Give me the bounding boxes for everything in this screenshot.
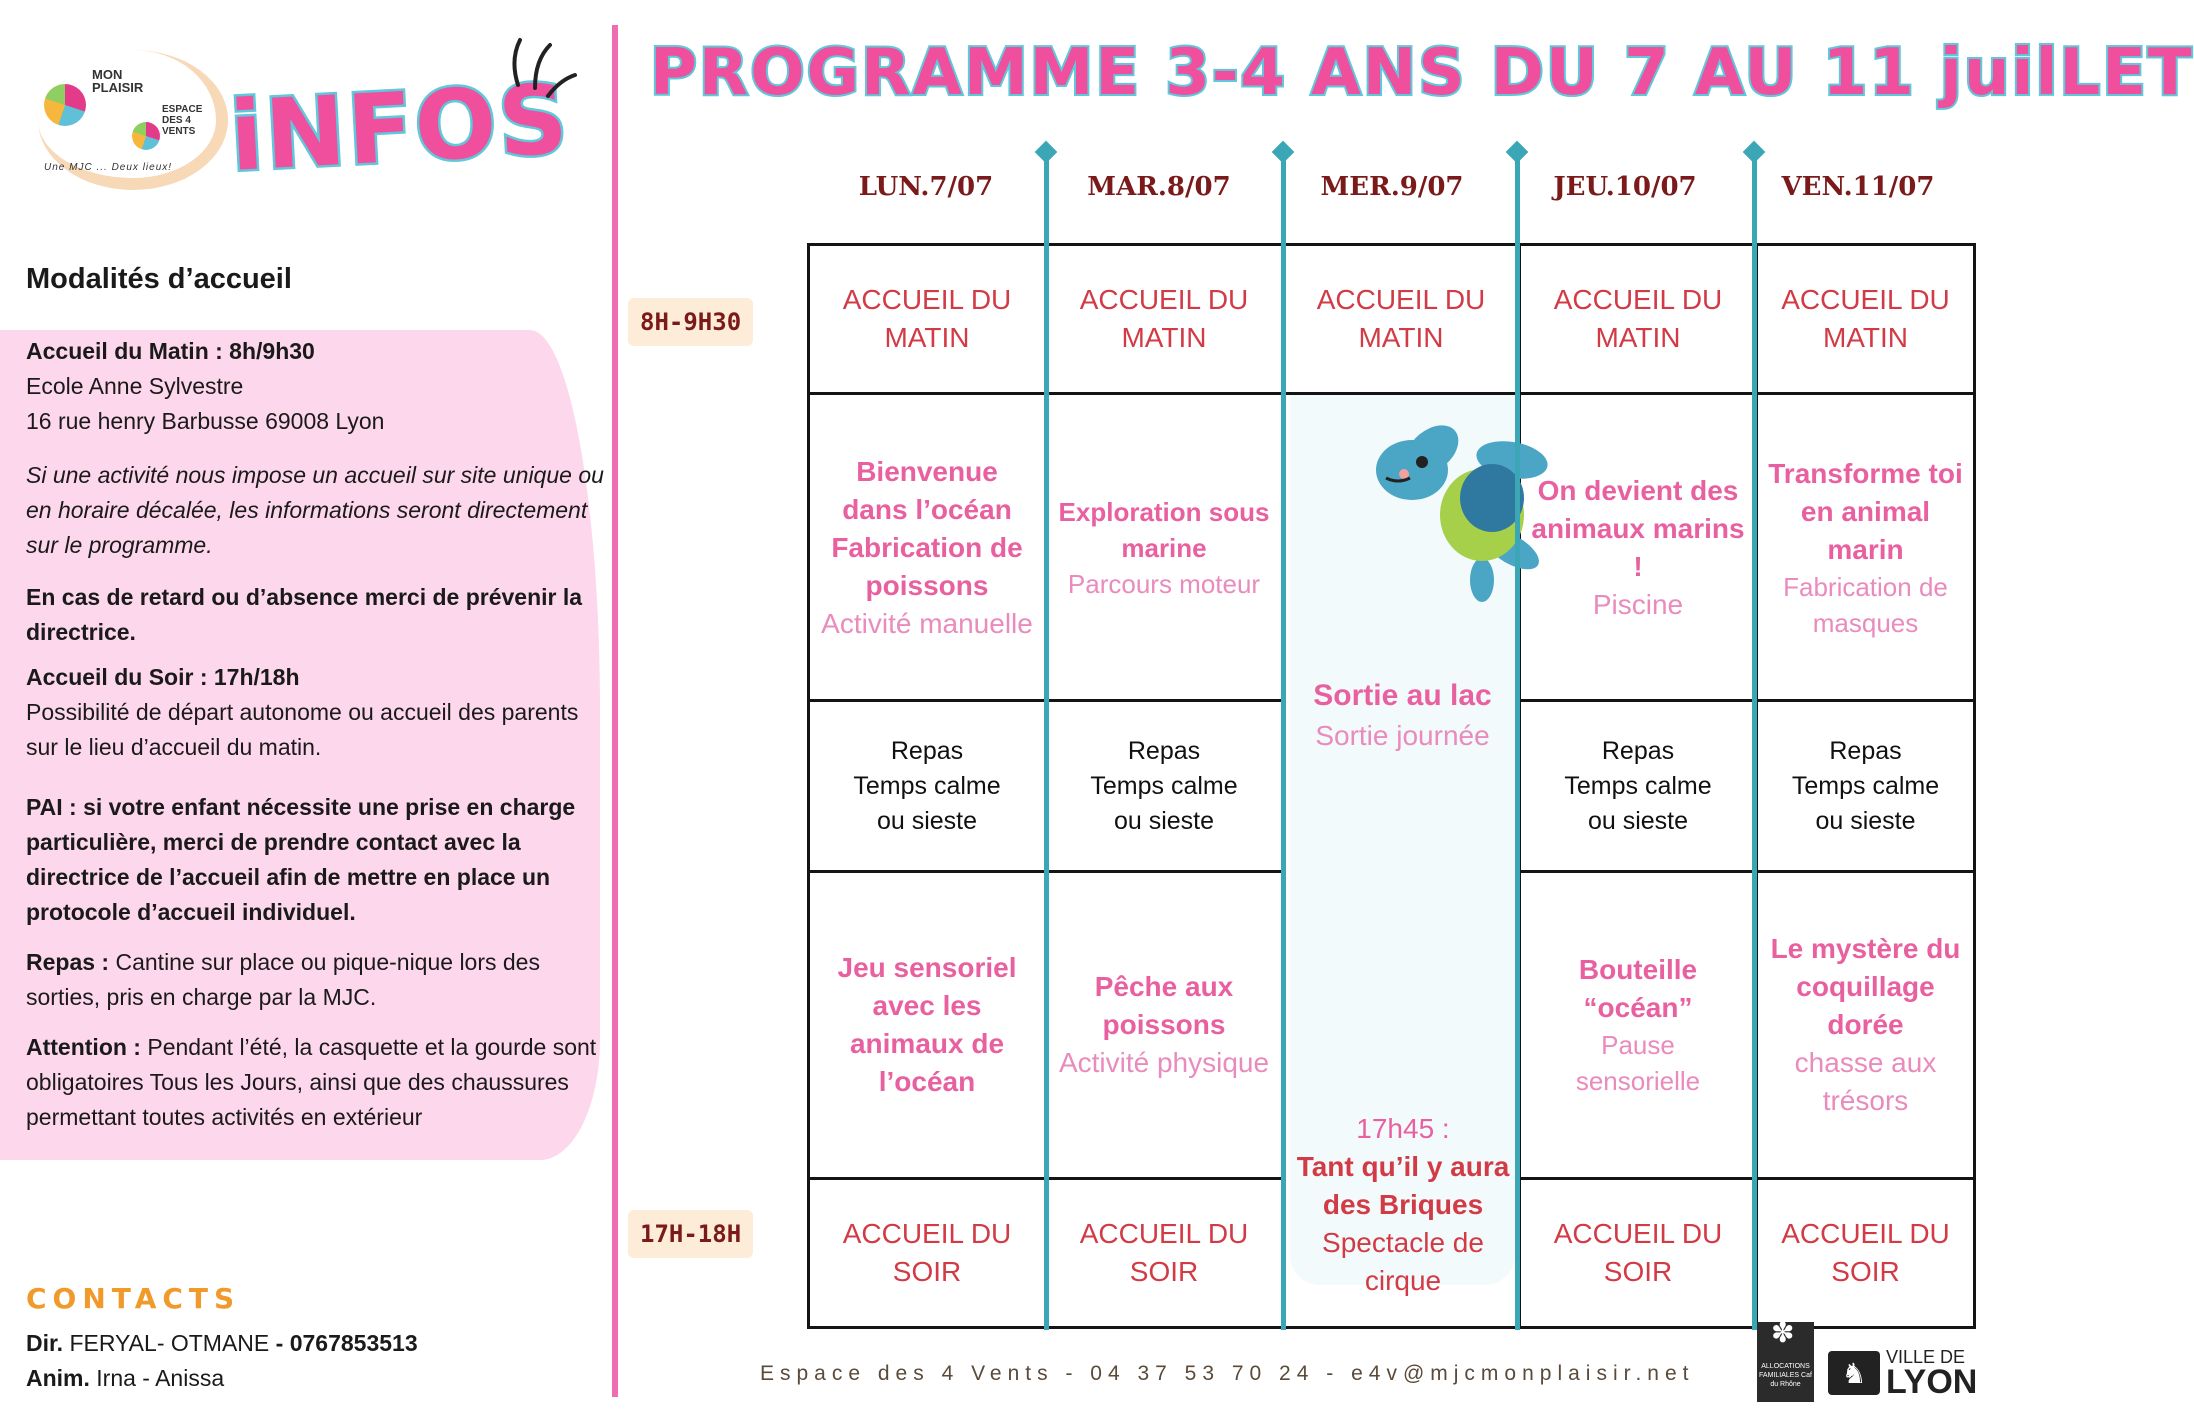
morning-activity-tue: Exploration sous marine Parcours moteur [1058, 497, 1270, 599]
day-header-fri: VEN.11/07 [1781, 172, 1935, 202]
column-marker-1 [1035, 141, 1058, 164]
footer-contact: Espace des 4 Vents - 04 37 53 70 24 - e4v@mjcmonplaisir.net [760, 1362, 1695, 1385]
repas-note: Repas : Cantine sur place ou pique-nique lors des sorties, pris en charge par la MJC. [26, 949, 540, 1010]
accueil-soir-fri: ACCUEIL DU SOIR [1781, 1218, 1950, 1287]
contacts-list: Dir. FERYAL- OTMANE - 0767853513 Anim. Irna - Anissa [26, 1330, 418, 1391]
lion-icon: ♞ [1828, 1351, 1880, 1395]
contacts-title: CONTACTS [26, 1282, 241, 1315]
morning-activity-thu: On devient des animaux marins ! Piscine [1531, 475, 1745, 620]
column-line-1 [1044, 150, 1049, 1330]
wednesday-evening-show: 17h45 : Tant qu’il y aura des Briques Spectacle de cirque [1296, 1113, 1510, 1296]
accueil-soir-mon: ACCUEIL DU SOIR [842, 1218, 1012, 1287]
afternoon-activity-thu: Bouteille “océan” Pause sensorielle [1575, 954, 1701, 1096]
afternoon-activity-mon: Jeu sensoriel avec les animaux de l’océan [837, 952, 1017, 1097]
mjc-logo: MON PLAISIR ESPACE DES 4 VENTS Une MJC ... Deux lieux! [30, 40, 230, 175]
pai-note: PAI : si votre enfant nécessite une prise en charge particulière, merci de prendre contact avec la directrice de l’accueil afin de mettre en place un protocole d’accueil individuel. [26, 794, 576, 925]
column-line-4 [1752, 150, 1757, 1330]
repas-fri: Repas Temps calme ou sieste [1791, 736, 1940, 835]
accueil-matin-wed: ACCUEIL DU MATIN [1316, 284, 1486, 353]
ville-de-lyon-logo: ♞ VILLE DE LYON [1828, 1348, 1977, 1398]
day-header-tue: MAR.8/07 [1087, 172, 1231, 202]
infos-title: iNFOS [227, 63, 573, 193]
accueil-soir-tue: ACCUEIL DU SOIR [1079, 1218, 1249, 1287]
day-header-wed: MER.9/07 [1320, 172, 1464, 202]
attention-note: Attention : Pendant l’été, la casquette et la gourde sont obligatoires Tous les Jours, ainsi que des chaussures permettant toutes activités en extérieur [26, 1034, 597, 1130]
caf-emblem-icon: ✽ [1771, 1317, 1795, 1348]
activity-note: Si une activité nous impose un accueil sur site unique ou en horaire décalée, les informations seront directement sur le programme. [26, 462, 604, 558]
accueil-matin-tue: ACCUEIL DU MATIN [1079, 284, 1249, 353]
sparkle-icon [500, 30, 580, 110]
column-line-3 [1515, 150, 1520, 1330]
repas-thu: Repas Temps calme ou sieste [1564, 736, 1712, 835]
accueil-matin-fri: ACCUEIL DU MATIN [1781, 284, 1950, 353]
column-line-2 [1281, 150, 1286, 1330]
afternoon-activity-tue: Pêche aux poissons Activité physique [1058, 971, 1270, 1078]
modalites-heading: Modalités d’accueil [26, 263, 292, 295]
day-header-mon: LUN.7/07 [858, 172, 994, 202]
program-title: PROGRAMME 3-4 ANS DU 7 AU 11 juilLET [650, 36, 2194, 110]
turtle-illustration [1372, 400, 1552, 600]
column-marker-4 [1743, 141, 1766, 164]
info-panel [0, 0, 615, 1414]
repas-mon: Repas Temps calme ou sieste [853, 736, 1001, 835]
morning-activity-fri: Transforme toi en animal marin Fabrication de masques [1768, 458, 1963, 638]
accueil-matin-block: Accueil du Matin : 8h/9h30 Ecole Anne Sylvestre 16 rue henry Barbusse 69008 Lyon [26, 338, 385, 434]
wednesday-outing: Sortie au lac Sortie journée [1313, 679, 1492, 751]
repas-tue: Repas Temps calme ou sieste [1090, 736, 1238, 835]
morning-activity-mon: Bienvenue dans l’océan Fabrication de poissons Activité manuelle [821, 456, 1033, 639]
column-marker-2 [1272, 141, 1295, 164]
accueil-matin-thu: ACCUEIL DU MATIN [1553, 284, 1723, 353]
accueil-soir-block: Accueil du Soir : 17h/18h Possibilité de départ autonome ou accueil des parents sur le lieu d’accueil du matin. [26, 664, 579, 760]
column-marker-3 [1506, 141, 1529, 164]
accueil-soir-thu: ACCUEIL DU SOIR [1553, 1218, 1723, 1287]
caf-logo: ✽ ALLOCATIONS FAMILIALES Caf du Rhône [1757, 1322, 1814, 1402]
time-badge-evening: 17H-18H [628, 1210, 753, 1258]
accueil-matin-mon: ACCUEIL DU MATIN [842, 284, 1012, 353]
day-header-thu: JEU.10/07 [1553, 172, 1697, 202]
time-badge-morning: 8H-9H30 [628, 298, 753, 346]
afternoon-activity-fri: Le mystère du coquillage dorée chasse aux trésors [1770, 933, 1961, 1116]
retard-note: En cas de retard ou d’absence merci de prévenir la directrice. [26, 584, 583, 645]
vertical-divider [612, 25, 618, 1397]
